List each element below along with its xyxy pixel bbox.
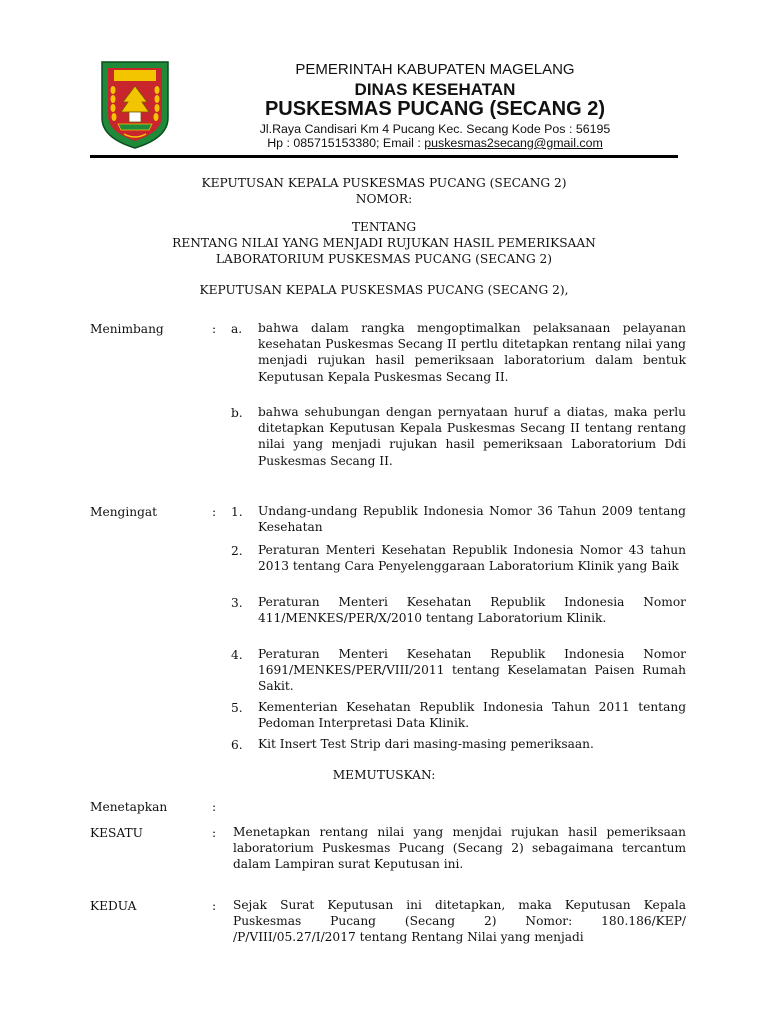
contact-email-link[interactable]: puskesmas2secang@gmail.com: [424, 136, 603, 150]
mengingat-marker-3: 3.: [231, 596, 243, 610]
contact-phone: Hp : 085715153380; Email :: [267, 136, 425, 150]
menetapkan-colon: :: [212, 800, 217, 814]
letterhead-address: Jl.Raya Candisari Km 4 Pucang Kec. Secang Kode Pos : 56195: [259, 122, 611, 136]
mengingat-colon: :: [212, 505, 217, 519]
decree-title: KEPUTUSAN KEPALA PUSKESMAS PUCANG (SECANG 2): [201, 176, 567, 190]
menimbang-item-a: bahwa dalam rangka mengoptimalkan pelaksanaan pelayanan kesehatan Puskesmas Secang II pertlu ditetapkan rentang nilai yang menjadi rujukan hasil pemeriksaan laboratorium dalam bentuk Keputusan Kepala Puskesmas Secang II.: [258, 321, 686, 384]
mengingat-item-1: Undang-undang Republik Indonesia Nomor 36 Tahun 2009 tentang Kesehatan: [258, 504, 686, 535]
letterhead-divider: [90, 155, 678, 158]
mengingat-marker-1: 1.: [231, 505, 243, 519]
letterhead-agency: DINAS KESEHATAN: [354, 80, 516, 99]
decree-subject-line1: RENTANG NILAI YANG MENJADI RUJUKAN HASIL PEMERIKSAAN: [172, 236, 596, 250]
kedua-label: KEDUA: [90, 899, 137, 913]
mengingat-marker-2: 2.: [231, 544, 243, 558]
kesatu-label: KESATU: [90, 826, 143, 840]
mengingat-marker-4: 4.: [231, 648, 243, 662]
letterhead-contact: [180, 137, 690, 149]
kesatu-colon: :: [212, 826, 217, 840]
menimbang-label: Menimbang: [90, 322, 164, 336]
kesatu-text: Menetapkan rentang nilai yang menjdai rujukan hasil pemeriksaan laboratorium Puskesmas Pucang (Secang 2) sebagaimana tercantum dalam Lampiran surat Keputusan ini.: [233, 825, 686, 872]
mengingat-label: Mengingat: [90, 505, 158, 519]
menimbang-marker-b: b.: [231, 406, 243, 420]
kabupaten-magelang-logo: [100, 60, 170, 150]
menimbang-colon: :: [212, 322, 217, 336]
mengingat-item-2: Peraturan Menteri Kesehatan Republik Indonesia Nomor 43 tahun 2013 tentang Cara Penyelenggaraan Laboratorium Klinik yang Baik: [258, 543, 686, 574]
menimbang-marker-a: a.: [231, 322, 243, 336]
mengingat-item-5: Kementerian Kesehatan Republik Indonesia Tahun 2011 tentang Pedoman Interpretasi Data Klinik.: [258, 700, 686, 731]
mengingat-marker-5: 5.: [231, 701, 243, 715]
kedua-colon: :: [212, 899, 217, 913]
decree-number: NOMOR:: [355, 192, 413, 206]
mengingat-marker-6: 6.: [231, 738, 243, 752]
mengingat-item-6: Kit Insert Test Strip dari masing-masing pemeriksaan.: [258, 737, 594, 751]
decree-about-label: TENTANG: [351, 220, 417, 234]
memutuskan-heading: MEMUTUSKAN:: [332, 768, 436, 782]
letterhead-institution: PUSKESMAS PUCANG (SECANG 2): [264, 98, 606, 120]
mengingat-item-4: Peraturan Menteri Kesehatan Republik Indonesia Nomor 1691/MENKES/PER/VIII/2011 tentang Keselamatan Paisen Rumah Sakit.: [258, 647, 686, 694]
menimbang-item-b: bahwa sehubungan dengan pernyataan huruf a diatas, maka perlu ditetapkan Keputusan Kepala Puskesmas Secang II tentang rentang nilai yang menjadi rujukan hasil pemeriksaan Laboratorium Ddi Puskesmas Secang II.: [258, 405, 686, 468]
kedua-text: Sejak Surat Keputusan ini ditetapkan, maka Keputusan Kepala Puskesmas Pucang (Secang 2) Nomor: 180.186/KEP/ /P/VIII/05.27/I/2017 tentang Rentang Nilai yang menjadi: [233, 898, 686, 945]
decree-subject-line2: LABORATORIUM PUSKESMAS PUCANG (SECANG 2): [215, 252, 553, 266]
letterhead-government: PEMERINTAH KABUPATEN MAGELANG: [295, 61, 575, 78]
decree-issuer: KEPUTUSAN KEPALA PUSKESMAS PUCANG (SECANG 2),: [199, 283, 569, 297]
mengingat-item-3: Peraturan Menteri Kesehatan Republik Indonesia Nomor 411/MENKES/PER/X/2010 tentang Laboratorium Klinik.: [258, 595, 686, 626]
menetapkan-label: Menetapkan: [90, 800, 168, 814]
